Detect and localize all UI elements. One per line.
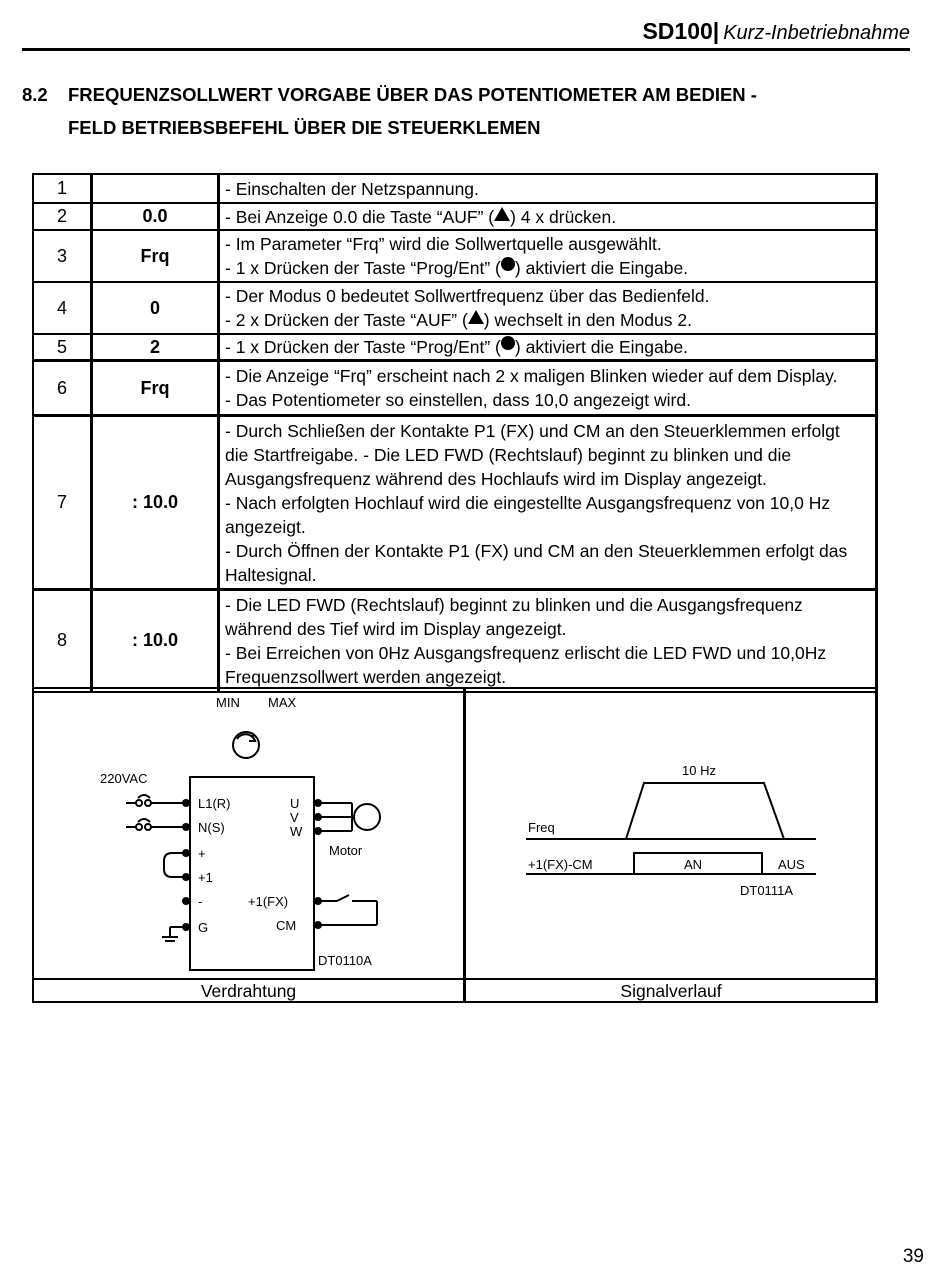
step-number: 3 [33, 230, 92, 282]
step-text [219, 334, 877, 361]
step-line: - Einschalten der Netzspannung. [225, 178, 479, 199]
table-row [33, 361, 877, 416]
pot-max-label: MAX [268, 695, 297, 710]
wiring-caption: Verdrahtung [34, 978, 466, 1003]
step-text [219, 416, 877, 590]
step-text [219, 174, 877, 203]
supply-label: 220VAC [100, 771, 148, 786]
step-number: 4 [33, 282, 92, 334]
step-line: ) 4 x drücken. [510, 206, 617, 227]
terminal-label: N(S) [198, 820, 225, 835]
step-text [219, 230, 877, 282]
prog-ent-key-icon [501, 336, 515, 350]
terminal-label: L1(R) [198, 796, 231, 811]
diagram-code: DT0111A [740, 883, 793, 898]
steps-table [32, 173, 878, 693]
section-title-line2: FELD BETRIEBSBEFEHL ÜBER DIE STEUERKLEMEN [68, 117, 541, 138]
step-line: - Durch Öffnen der Kontakte P1 (FX) und CM an den Steuerklemmen erfolgt das Haltesignal. [225, 540, 848, 585]
header-model: SD100| [642, 18, 720, 44]
section-title [22, 78, 902, 144]
step-line: - Nach erfolgten Hochlauf wird die eingestellte Ausgangsfrequenz von 10,0 Hz angezeigt. [225, 492, 831, 537]
step-line: - 1 x Drücken der Taste “Prog/Ent” ( [225, 337, 501, 357]
step-number: 8 [33, 590, 92, 692]
table-row [33, 230, 877, 282]
terminal-label: G [198, 920, 209, 935]
step-number: 5 [33, 334, 92, 361]
table-row [33, 590, 877, 692]
step-display: 0.0 [92, 203, 219, 230]
table-row [33, 203, 877, 230]
step-line: - Die LED FWD (Rechtslauf) beginnt zu blinken und die Ausgangsfrequenz während des Tief wird im Display angezeigt. [225, 594, 803, 639]
step-line: - 2 x Drücken der Taste “AUF” ( [225, 310, 468, 330]
step-number: 1 [33, 174, 92, 203]
step-line: ) aktiviert die Eingabe. [514, 258, 689, 278]
step-line: ) wechselt in den Modus 2. [483, 310, 692, 330]
signal-diagram [466, 689, 876, 978]
step-number: 2 [33, 203, 92, 230]
step-line: - 1 x Drücken der Taste “Prog/Ent” ( [225, 258, 501, 278]
control-terminal-label: +1(FX) [248, 894, 289, 909]
step-line: - Bei Anzeige 0.0 die Taste “AUF” ( [225, 206, 495, 227]
step-display: : 10.0 [92, 416, 219, 590]
step-number: 6 [33, 361, 92, 416]
step-line: - Der Modus 0 bedeutet Sollwertfrequenz über das Bedienfeld. [225, 286, 710, 306]
step-text [219, 282, 877, 334]
frequency-value-label: 10 Hz [682, 763, 716, 778]
motor-icon [354, 804, 380, 830]
step-display: : 10.0 [92, 590, 219, 692]
control-terminal-label: CM [276, 918, 297, 933]
figures-panel [32, 687, 878, 1003]
up-arrow-key-icon [494, 207, 510, 221]
frequency-ramp [626, 783, 784, 839]
prog-ent-key-icon [501, 257, 515, 271]
step-line: ) aktiviert die Eingabe. [514, 337, 689, 357]
step-display [92, 174, 219, 203]
terminal-label: - [198, 894, 203, 909]
header-subtitle: Kurz-Inbetriebnahme [723, 22, 910, 44]
step-text [219, 203, 877, 230]
on-label: AN [684, 857, 703, 872]
freq-axis-label: Freq [528, 820, 555, 835]
terminal-label: U [290, 796, 300, 811]
off-label: AUS [778, 857, 805, 872]
step-text [219, 590, 877, 692]
step-display: 0 [92, 282, 219, 334]
section-title-line1: FREQUENZSOLLWERT VORGABE ÜBER DAS POTENTIOMETER AM BEDIEN - [68, 84, 757, 105]
terminal-label: W [290, 824, 303, 839]
table-row [33, 416, 877, 590]
terminal-label: V [290, 810, 299, 825]
step-line: - Das Potentiometer so einstellen, dass 10,0 angezeigt wird. [225, 390, 691, 410]
step-display: Frq [92, 361, 219, 416]
step-text [219, 361, 877, 416]
signal-caption: Signalverlauf [466, 978, 876, 1003]
section-number: 8.2 [22, 84, 48, 105]
terminal-label: + [198, 846, 206, 861]
pot-min-label: MIN [216, 695, 240, 710]
wiring-diagram [34, 689, 466, 978]
input-signal-label: +1(FX)-CM [528, 857, 593, 872]
step-line: - Im Parameter “Frq” wird die Sollwertquelle ausgewählt. [225, 234, 662, 254]
step-line: - Bei Erreichen von 0Hz Ausgangsfrequenz erlischt die LED FWD und 10,0Hz Frequenzsollwert werden angezeigt. [225, 642, 827, 687]
up-arrow-key-icon [468, 310, 484, 324]
step-number: 7 [33, 416, 92, 590]
terminal-label: +1 [198, 870, 213, 885]
diagram-code: DT0110A [318, 953, 372, 968]
step-display: 2 [92, 334, 219, 361]
step-line: - Durch Schließen der Kontakte P1 (FX) und CM an den Steuerklemmen erfolgt die Startfreigabe. - Die LED FWD (Rechtslauf) beginnt zu blinken und die Ausgangsfrequenz während des Hochlaufs wird im Display angezeigt. [225, 420, 840, 489]
table-row [33, 282, 877, 334]
table-row [33, 334, 877, 361]
motor-label: Motor [329, 843, 363, 858]
step-display: Frq [92, 230, 219, 282]
page-number: 39 [902, 1246, 924, 1267]
step-line: - Die Anzeige “Frq” erscheint nach 2 x maligen Blinken wieder auf dem Display. [225, 366, 838, 386]
potentiometer-icon [233, 732, 259, 758]
table-row [33, 174, 877, 203]
page-header [22, 18, 910, 51]
